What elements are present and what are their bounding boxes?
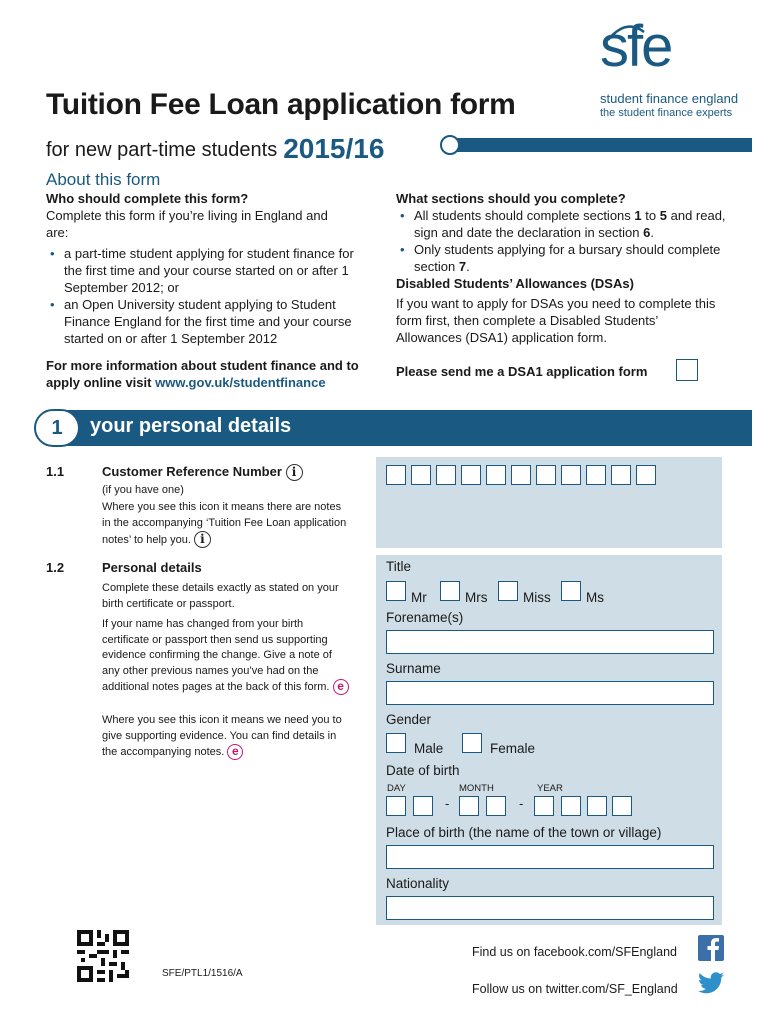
dsa-request-checkbox[interactable] bbox=[676, 359, 698, 381]
about-right-column bbox=[396, 190, 726, 346]
sections-bullet: • Only students applying for a bursary should complete section 7. bbox=[396, 241, 726, 275]
evidence-icon: e bbox=[333, 679, 349, 695]
title-option: Miss bbox=[523, 590, 551, 605]
dob-day-label: DAY bbox=[387, 783, 406, 794]
question-label: Personal details bbox=[102, 560, 202, 575]
crn-char-box[interactable] bbox=[561, 465, 581, 485]
section-number: 1 bbox=[34, 409, 80, 447]
crn-char-box[interactable] bbox=[586, 465, 606, 485]
sections-bullet: • All students should complete sections 1 to 5 and read, sign and date the declaration in section 6. bbox=[396, 207, 726, 241]
dob-separator: - bbox=[445, 796, 450, 811]
qr-code bbox=[77, 930, 129, 982]
title-rule-circle bbox=[440, 135, 460, 155]
question-sub: (if you have one) bbox=[102, 484, 184, 496]
forename-label: Forename(s) bbox=[386, 610, 464, 625]
dob-year-label: YEAR bbox=[537, 783, 563, 794]
gender-option: Female bbox=[490, 741, 536, 756]
title-label: Title bbox=[386, 559, 412, 574]
page-title: Tuition Fee Loan application form bbox=[46, 88, 516, 121]
info-note: Where you see this icon it means there are notes in the accompanying ‘Tuition Fee Loan application notes’ to help you. i bbox=[102, 501, 347, 546]
question-number: 1.2 bbox=[46, 560, 65, 575]
dob-year-box[interactable] bbox=[561, 796, 581, 816]
pob-field[interactable] bbox=[386, 845, 714, 869]
dob-day-box[interactable] bbox=[413, 796, 433, 816]
page-subtitle: for new part-time students 2015/16 bbox=[46, 133, 385, 164]
gender-female-checkbox[interactable] bbox=[462, 733, 482, 753]
who-intro: Complete this form if you’re living in England and are: bbox=[46, 208, 328, 240]
title-mrs-checkbox[interactable] bbox=[440, 581, 460, 601]
academic-year: 2015/16 bbox=[283, 133, 385, 164]
dob-month-label: MONTH bbox=[459, 783, 494, 794]
instructions-1: Complete these details exactly as stated on your birth certificate or passport. bbox=[102, 582, 339, 610]
dob-label: Date of birth bbox=[386, 763, 460, 778]
info-icon: i bbox=[194, 531, 211, 548]
crn-char-box[interactable] bbox=[436, 465, 456, 485]
crn-boxes bbox=[386, 465, 656, 485]
crn-char-box[interactable] bbox=[536, 465, 556, 485]
more-info-text: For more information about student finance and to apply online visit bbox=[46, 358, 359, 390]
form-code: SFE/PTL1/1516/A bbox=[162, 968, 243, 979]
studentfinance-link[interactable]: www.gov.uk/studentfinance bbox=[155, 375, 326, 390]
section-title: your personal details bbox=[90, 415, 292, 437]
surname-label: Surname bbox=[386, 661, 441, 676]
question-label: Customer Reference Number i bbox=[102, 464, 303, 481]
crn-char-box[interactable] bbox=[386, 465, 406, 485]
logo-tagline: the student finance experts bbox=[600, 107, 733, 119]
title-option: Ms bbox=[586, 590, 604, 605]
dob-year-box[interactable] bbox=[612, 796, 632, 816]
gender-male-checkbox[interactable] bbox=[386, 733, 406, 753]
dob-month-box[interactable] bbox=[459, 796, 479, 816]
evidence-icon: e bbox=[227, 744, 243, 760]
title-option: Mrs bbox=[465, 590, 488, 605]
question-number: 1.1 bbox=[46, 464, 65, 479]
instructions-2: If your name has changed from your birth certificate or passport then send us supporting evidence confirming the change. Give a note of any other previous names you’ve had on the additional notes pages at the back of this form. e bbox=[102, 617, 352, 696]
info-icon[interactable]: i bbox=[286, 464, 303, 481]
instructions-3: Where you see this icon it means we need you to give supporting evidence. You can find details in the accompanying notes. e bbox=[102, 714, 342, 758]
sections-heading: What sections should you complete? bbox=[396, 191, 626, 206]
gender-label: Gender bbox=[386, 712, 432, 727]
crn-char-box[interactable] bbox=[486, 465, 506, 485]
title-miss-checkbox[interactable] bbox=[498, 581, 518, 601]
who-bullet: • a part-time student applying for student finance for the first time and your course started on or after 1 September 2012; or bbox=[46, 245, 366, 296]
dsa-heading: Disabled Students’ Allowances (DSAs) bbox=[396, 276, 634, 291]
crn-char-box[interactable] bbox=[511, 465, 531, 485]
crn-char-box[interactable] bbox=[461, 465, 481, 485]
title-ms-checkbox[interactable] bbox=[561, 581, 581, 601]
twitter-text: Follow us on twitter.com/SF_England bbox=[472, 982, 678, 996]
who-heading: Who should complete this form? bbox=[46, 191, 249, 206]
title-rule bbox=[455, 138, 752, 152]
dob-month-box[interactable] bbox=[486, 796, 506, 816]
surname-field[interactable] bbox=[386, 681, 714, 705]
crn-char-box[interactable] bbox=[411, 465, 431, 485]
logo-name: student finance england bbox=[600, 91, 739, 106]
dob-day-box[interactable] bbox=[386, 796, 406, 816]
dob-separator: - bbox=[519, 796, 524, 811]
facebook-text: Find us on facebook.com/SFEngland bbox=[472, 945, 677, 959]
pob-label: Place of birth (the name of the town or village) bbox=[386, 825, 662, 840]
about-heading: About this form bbox=[46, 170, 161, 189]
about-left-column bbox=[46, 190, 376, 391]
title-option: Mr bbox=[411, 590, 427, 605]
gender-option: Male bbox=[414, 741, 444, 756]
sfe-logo: sfe bbox=[600, 14, 672, 79]
nationality-field[interactable] bbox=[386, 896, 714, 920]
facebook-icon[interactable] bbox=[698, 935, 724, 961]
who-bullet: • an Open University student applying to Student Finance England for the first time and your course started on or after 1 September 2012 bbox=[46, 296, 356, 347]
dob-year-box[interactable] bbox=[534, 796, 554, 816]
twitter-icon[interactable] bbox=[698, 972, 724, 994]
dsa-text: If you want to apply for DSAs you need to complete this form first, then complete a Disabled Students’ Allowances (DSA1) application form. bbox=[396, 296, 716, 345]
dob-year-box[interactable] bbox=[587, 796, 607, 816]
crn-char-box[interactable] bbox=[611, 465, 631, 485]
dsa-request-label: Please send me a DSA1 application form bbox=[396, 364, 648, 379]
forename-field[interactable] bbox=[386, 630, 714, 654]
title-mr-checkbox[interactable] bbox=[386, 581, 406, 601]
crn-char-box[interactable] bbox=[636, 465, 656, 485]
nationality-label: Nationality bbox=[386, 876, 450, 891]
